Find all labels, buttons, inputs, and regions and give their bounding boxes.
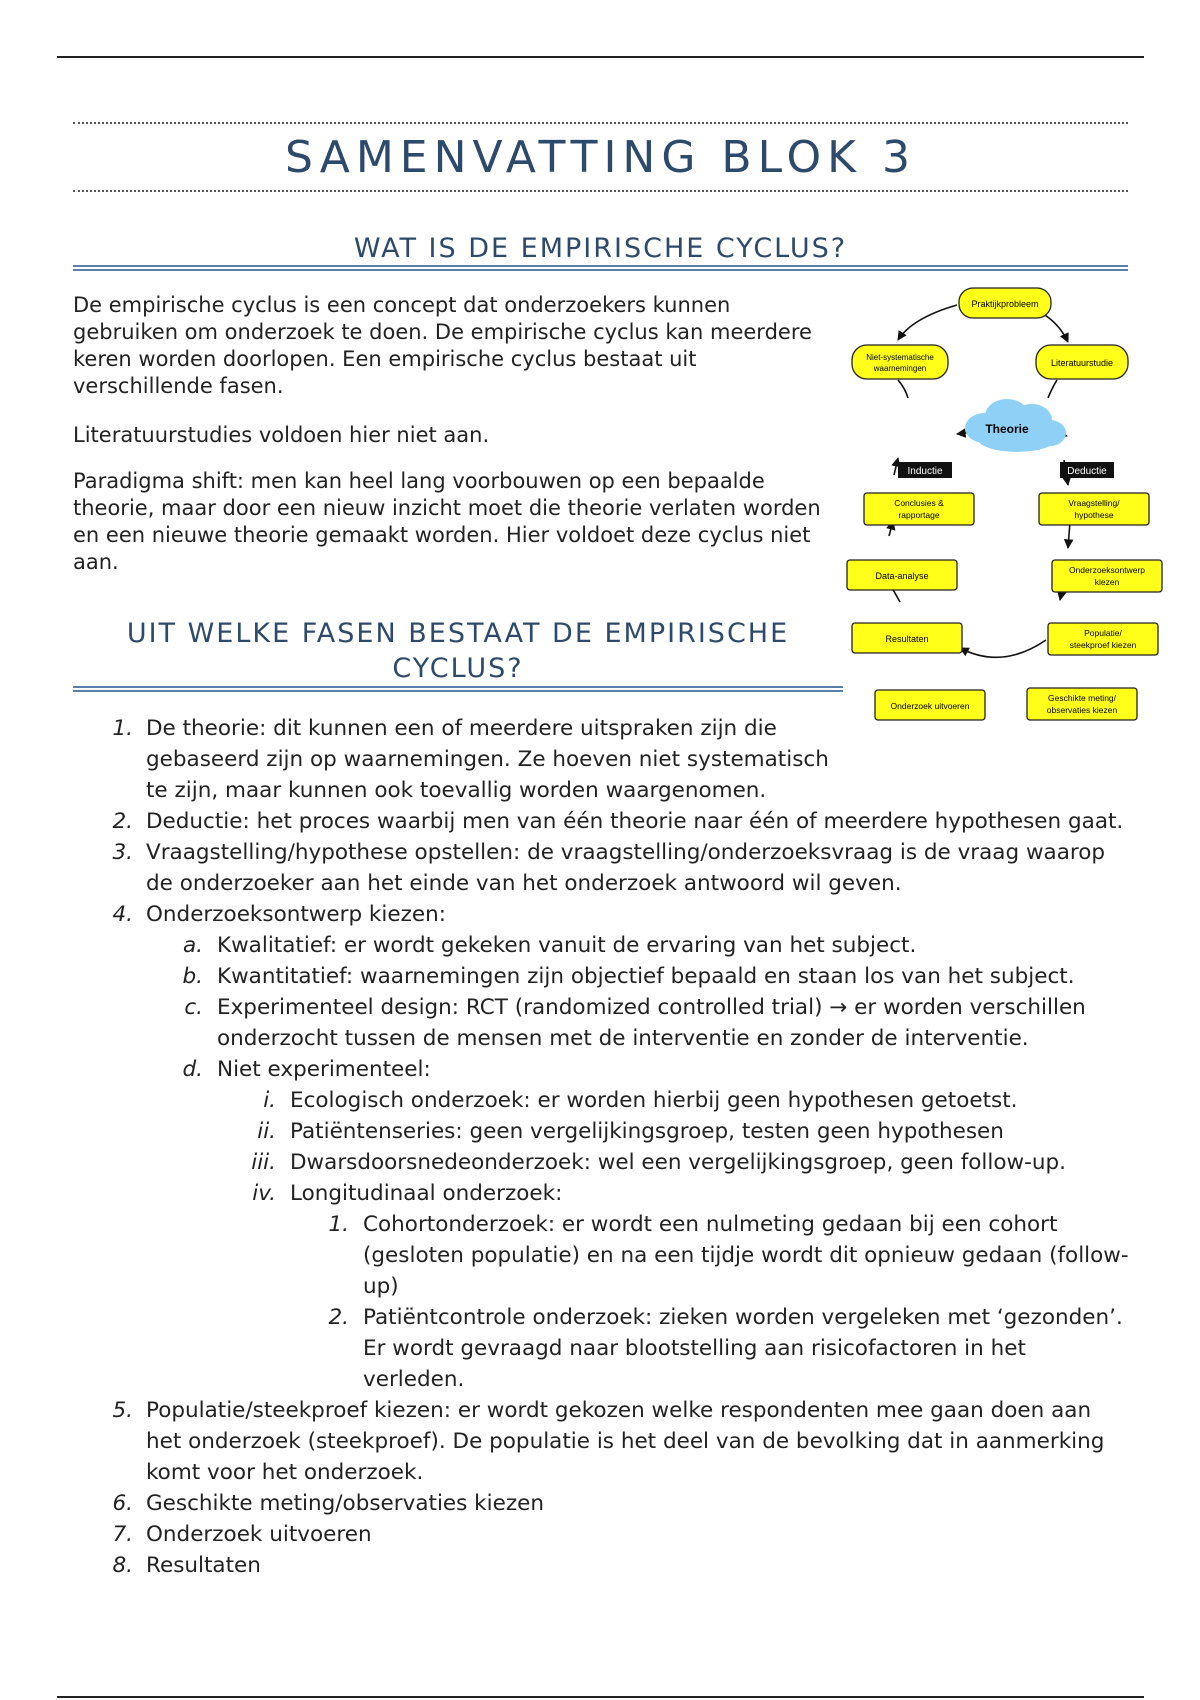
svg-text:Onderzoek uitvoeren: Onderzoek uitvoeren bbox=[890, 701, 970, 711]
list-number: 6. bbox=[112, 1491, 133, 1516]
list-text: Longitudinaal onderzoek: bbox=[290, 1181, 563, 1206]
deductie-label bbox=[1060, 462, 1114, 478]
list-text: Deductie: het proces waarbij men van één theorie naar één of meerdere hypothesen gaat. bbox=[146, 809, 1124, 834]
phases-list bbox=[100, 713, 1130, 1581]
list-text: Vraagstelling/hypothese opstellen: de vraagstelling/onderzoeksvraag is de vraag waarop de onderzoeker aan het einde van het onderzoek antwoord wil geven. bbox=[146, 840, 1106, 896]
list-number: 2. bbox=[328, 1305, 349, 1330]
inductie-label bbox=[898, 462, 952, 478]
list-item bbox=[100, 1550, 1130, 1581]
list-number: iii. bbox=[251, 1150, 276, 1175]
literatuurstudie-box bbox=[1036, 345, 1128, 379]
svg-text:Praktijkprobleem: Praktijkprobleem bbox=[971, 299, 1039, 309]
list-text: Populatie/steekproef kiezen: er wordt gekozen welke respondenten mee gaan doen aan het onderzoek (steekproef). De populatie is het deel van de bevolking dat in aanmerking komt voor het onderzoek. bbox=[146, 1398, 1105, 1485]
list-item bbox=[246, 1147, 1130, 1178]
list-text: Experimenteel design: RCT (randomized controlled trial) → er worden verschillen onderzocht tussen de mensen met de interventie en zonder de interventie. bbox=[217, 995, 1086, 1051]
svg-text:Theorie: Theorie bbox=[985, 422, 1029, 436]
empirical-cycle-diagram bbox=[842, 278, 1170, 748]
praktijkprobleem-box bbox=[959, 288, 1051, 318]
header-rule bbox=[57, 56, 1144, 58]
list-item bbox=[173, 961, 1130, 992]
list-item bbox=[100, 1488, 1130, 1519]
list-text: Geschikte meting/observaties kiezen bbox=[146, 1491, 544, 1516]
svg-text:Populatie/: Populatie/ bbox=[1084, 628, 1122, 638]
svg-text:Niet-systematische: Niet-systematische bbox=[866, 353, 934, 362]
list-text: Kwantitatief: waarnemingen zijn objectief bepaald en staan los van het subject. bbox=[217, 964, 1075, 989]
svg-text:Data-analyse: Data-analyse bbox=[875, 571, 929, 581]
list-item bbox=[173, 992, 1130, 1054]
svg-text:waarnemingen: waarnemingen bbox=[873, 364, 927, 373]
vraagstelling-box bbox=[1039, 493, 1149, 525]
list-number: 1. bbox=[328, 1212, 349, 1237]
svg-text:hypothese: hypothese bbox=[1074, 510, 1114, 520]
section1-heading-rule bbox=[73, 265, 1128, 271]
section2-heading: UIT WELKE FASEN BESTAAT DE EMPIRISCHE CYCLUS? bbox=[126, 618, 790, 684]
svg-text:Conclusies &: Conclusies & bbox=[894, 498, 944, 508]
svg-text:Geschikte meting/: Geschikte meting/ bbox=[1047, 693, 1117, 703]
list-text: Patiëntenseries: geen vergelijkingsgroep, testen geen hypothesen bbox=[290, 1119, 1004, 1144]
list-item bbox=[246, 1085, 1130, 1116]
list-number: b. bbox=[182, 964, 203, 989]
paradigm-paragraph: Paradigma shift: men kan heel lang voorbouwen op een bepaalde theorie, maar door een nieuw inzicht moet die theorie verlaten worden en een nieuwe theorie gemaakt worden. Hier voldoet deze cyclus niet aan. bbox=[73, 469, 821, 574]
theorie-cloud bbox=[965, 399, 1066, 452]
svg-text:Resultaten: Resultaten bbox=[885, 634, 929, 644]
list-item bbox=[100, 1519, 1130, 1550]
list-text: Patiëntcontrole onderzoek: zieken worden vergeleken met ‘gezonden’. Er wordt gevraagd naar blootstelling aan risicofactoren in het verleden. bbox=[363, 1305, 1123, 1392]
list-text: Ecologisch onderzoek: er worden hierbij geen hypothesen getoetst. bbox=[290, 1088, 1018, 1113]
list-number: iv. bbox=[252, 1181, 276, 1206]
section2-heading-rule bbox=[73, 686, 843, 692]
list-item bbox=[319, 1209, 1130, 1302]
list-text: Onderzoeksontwerp kiezen: bbox=[146, 902, 446, 927]
list-item bbox=[173, 1054, 1130, 1085]
list-text: Kwalitatief: er wordt gekeken vanuit de ervaring van het subject. bbox=[217, 933, 917, 958]
list-item bbox=[246, 1116, 1130, 1147]
svg-text:rapportage: rapportage bbox=[898, 510, 940, 520]
niet-systematische-box bbox=[852, 345, 948, 379]
list-text: Onderzoek uitvoeren bbox=[146, 1522, 372, 1547]
list-number: 1. bbox=[112, 716, 133, 741]
intro-paragraph: De empirische cyclus is een concept dat onderzoekers kunnen gebruiken om onderzoek te doen. De empirische cyclus kan meerdere keren worden doorlopen. Een empirische cyclus bestaat uit verschillende fasen. bbox=[73, 293, 812, 398]
list-text: Dwarsdoorsnedeonderzoek: wel een vergelijkingsgroep, geen follow-up. bbox=[290, 1150, 1066, 1175]
list-item bbox=[100, 713, 1130, 806]
svg-text:kiezen: kiezen bbox=[1094, 577, 1120, 587]
list-number: a. bbox=[182, 933, 203, 958]
list-number: 2. bbox=[112, 809, 133, 834]
list-item bbox=[100, 1395, 1130, 1488]
list-item bbox=[100, 837, 1130, 899]
list-number: 5. bbox=[112, 1398, 133, 1423]
list-number: i. bbox=[263, 1088, 276, 1113]
list-item bbox=[100, 899, 1130, 930]
conclusies-box bbox=[864, 493, 974, 525]
section1-heading: WAT IS DE EMPIRISCHE CYCLUS? bbox=[353, 233, 848, 264]
list-item bbox=[100, 806, 1130, 837]
list-text: Cohortonderzoek: er wordt een nulmeting gedaan bij een cohort (gesloten populatie) en na een tijdje wordt dit opnieuw gedaan (follow-up) bbox=[363, 1212, 1129, 1299]
list-number: 7. bbox=[112, 1522, 133, 1547]
list-number: c. bbox=[184, 995, 203, 1020]
list-number: 8. bbox=[112, 1553, 133, 1578]
list-item bbox=[246, 1178, 1130, 1209]
list-text: Niet experimenteel: bbox=[217, 1057, 431, 1082]
svg-text:Inductie: Inductie bbox=[907, 466, 943, 477]
list-number: ii. bbox=[257, 1119, 276, 1144]
list-item bbox=[319, 1302, 1130, 1395]
svg-text:steekproef kiezen: steekproef kiezen bbox=[1069, 640, 1137, 650]
onderzoeksontwerp-box bbox=[1052, 560, 1162, 592]
data-analyse-box bbox=[847, 560, 957, 590]
page-title: SAMENVATTING BLOK 3 bbox=[284, 131, 917, 183]
svg-text:Vraagstelling/: Vraagstelling/ bbox=[1068, 498, 1120, 508]
list-number: d. bbox=[182, 1057, 203, 1082]
svg-text:observaties kiezen: observaties kiezen bbox=[1046, 705, 1118, 715]
list-text: Resultaten bbox=[146, 1553, 261, 1578]
svg-text:Deductie: Deductie bbox=[1067, 466, 1107, 477]
svg-text:Onderzoeksontwerp: Onderzoeksontwerp bbox=[1068, 565, 1146, 575]
literature-paragraph: Literatuurstudies voldoen hier niet aan. bbox=[73, 423, 490, 447]
populatie-box bbox=[1048, 623, 1158, 655]
svg-text:Literatuurstudie: Literatuurstudie bbox=[1050, 358, 1114, 368]
resultaten-box bbox=[852, 623, 962, 653]
list-number: 4. bbox=[112, 902, 133, 927]
title-box bbox=[73, 122, 1128, 192]
list-number: 3. bbox=[112, 840, 133, 865]
list-item bbox=[173, 930, 1130, 961]
footer-rule bbox=[57, 1696, 1144, 1698]
list-text: De theorie: dit kunnen een of meerdere uitspraken zijn die gebaseerd zijn op waarnemingen. Ze hoeven niet systematisch te zijn, maar kunnen ook toevallig worden waargenomen. bbox=[146, 716, 829, 803]
